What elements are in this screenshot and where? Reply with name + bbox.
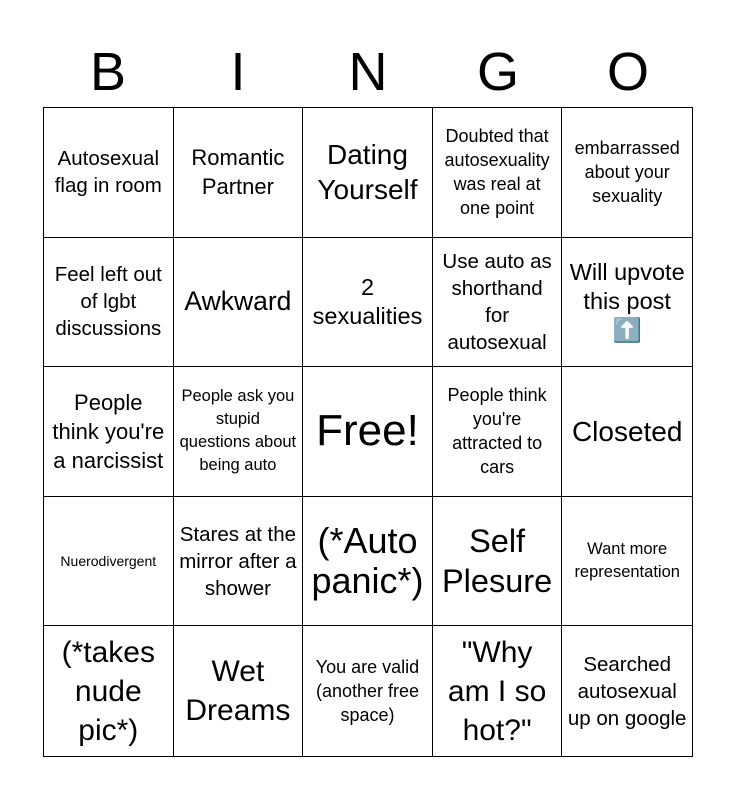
cell-text: Free!	[316, 406, 419, 456]
bingo-cell[interactable]	[562, 238, 692, 368]
cell-text: embarrassed about your sexuality	[574, 138, 680, 207]
bingo-cell[interactable]	[44, 108, 174, 238]
bingo-cell[interactable]	[174, 626, 304, 756]
cell-text: 2 sexualities	[312, 273, 423, 329]
bingo-cell[interactable]	[433, 626, 563, 756]
bingo-board	[43, 107, 693, 757]
bingo-cell[interactable]	[174, 108, 304, 238]
cell-text: Closeted	[571, 415, 683, 447]
bingo-cell[interactable]	[174, 367, 304, 497]
cell-text: "Why am I so hot?"	[447, 635, 547, 747]
bingo-cell[interactable]	[433, 367, 563, 497]
header-letter-o: O	[606, 42, 649, 102]
header-letter-i: I	[230, 42, 246, 102]
cell-text: Wet Dreams	[185, 655, 291, 728]
cell-text: Stares at the mirror after a shower	[179, 522, 297, 600]
cell-text: Use auto as shorthand for autosexual	[442, 249, 552, 354]
bingo-cell-free[interactable]	[303, 367, 433, 497]
bingo-cell-free[interactable]	[303, 626, 433, 756]
bingo-cell[interactable]	[562, 497, 692, 627]
bingo-cell[interactable]	[44, 367, 174, 497]
cell-text: People ask you stupid questions about being auto	[179, 387, 297, 475]
cell-text: Will upvote this post ⬆️	[569, 259, 685, 344]
bingo-header	[43, 40, 693, 104]
bingo-cell[interactable]	[303, 238, 433, 368]
cell-text: Awkward	[184, 286, 292, 317]
cell-text: Dating Yourself	[317, 139, 418, 206]
cell-text: Romantic Partner	[191, 145, 285, 200]
cell-text: Feel left out of lgbt discussions	[54, 263, 162, 341]
bingo-cell[interactable]	[303, 108, 433, 238]
cell-text: People think you're a narcissist	[52, 389, 165, 473]
cell-text: People think you're attracted to cars	[447, 385, 547, 478]
cell-text: Want more representation	[574, 540, 680, 582]
bingo-cell[interactable]	[44, 238, 174, 368]
cell-text: Autosexual flag in room	[54, 147, 162, 198]
bingo-cell[interactable]	[562, 367, 692, 497]
bingo-cell[interactable]	[44, 626, 174, 756]
bingo-cell[interactable]	[433, 497, 563, 627]
bingo-cell[interactable]	[174, 238, 304, 368]
bingo-cell[interactable]	[303, 497, 433, 627]
header-letter-n: N	[348, 42, 388, 102]
bingo-cell[interactable]	[44, 497, 174, 627]
bingo-cell[interactable]	[433, 238, 563, 368]
cell-text: Self Plesure	[441, 523, 553, 600]
header-letter-g: G	[476, 42, 519, 102]
cell-text: You are valid (another free space)	[315, 657, 420, 726]
bingo-cell[interactable]	[174, 497, 304, 627]
cell-text: Nuerodivergent	[60, 553, 157, 570]
header-letter-b: B	[89, 42, 127, 102]
bingo-cell[interactable]	[562, 626, 692, 756]
bingo-cell[interactable]	[562, 108, 692, 238]
cell-text: Doubted that autosexuality was real at one point	[444, 126, 550, 219]
bingo-cell[interactable]	[433, 108, 563, 238]
cell-text: (*takes nude pic*)	[61, 635, 155, 747]
cell-text: Searched autosexual up on google	[567, 652, 687, 730]
cell-text: (*Auto panic*)	[311, 520, 424, 602]
